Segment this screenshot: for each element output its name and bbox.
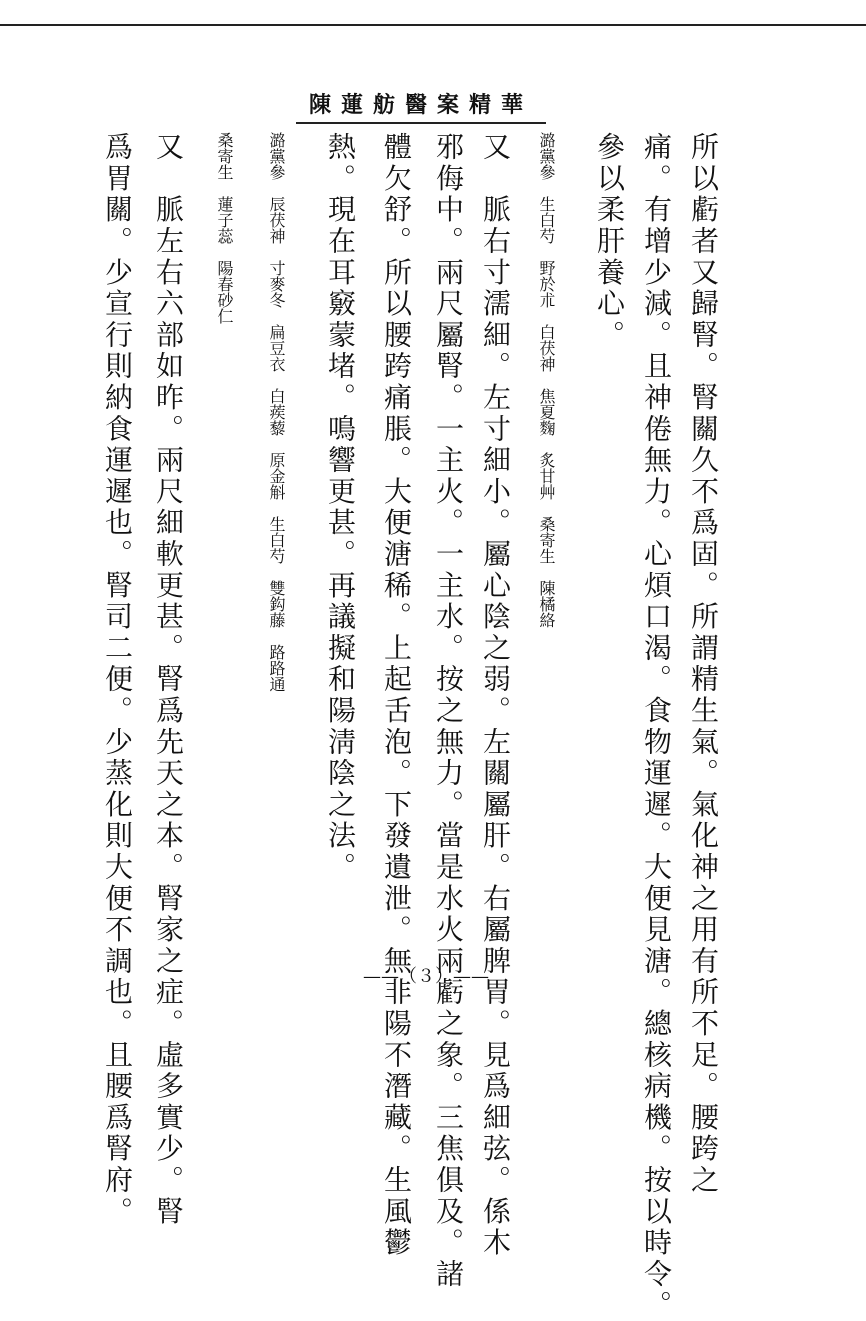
top-border-rule bbox=[0, 24, 866, 26]
text-column-7: 熱。現在耳竅蒙堵。鳴響更甚。再議擬和陽淸陰之法。 bbox=[324, 132, 357, 884]
text-column-8: 又 脈左右六部如昨。兩尺細軟更甚。腎爲先天之本。腎家之症。虛多實少。腎 bbox=[152, 132, 185, 1228]
prescription-column-3: 桑寄生 蓮子蕊 陽春砂仁 bbox=[215, 132, 234, 324]
text-column-1: 所以虧者又歸腎。腎關久不爲固。所謂精生氣。氣化神之用有所不足。腰跨之 bbox=[687, 132, 720, 1197]
text-column-5: 邪侮中。兩尺屬腎。一主火。一主水。按之無力。當是水火兩虧之象。三焦俱及。諸 bbox=[432, 132, 465, 1291]
text-column-4: 又 脈右寸濡細。左寸細小。屬心陰之弱。左關屬肝。右屬脾胃。見爲細弦。係木 bbox=[479, 132, 512, 1259]
text-column-3: 參以柔肝養心。 bbox=[593, 132, 626, 352]
text-column-9: 爲胃關。少宣行則納食運遲也。腎司二便。少蒸化則大便不調也。且腰爲腎府。 bbox=[101, 132, 134, 1228]
text-column-2: 痛。有增少減。且神倦無力。心煩口渴。食物運遲。大便見溏。總核病機。按以時令。 bbox=[640, 132, 673, 1321]
header-rule bbox=[296, 122, 546, 124]
prescription-column-1: 潞黨參 生白芍 野於朮 白茯神 焦夏麴 炙甘艸 桑寄生 陳橘絡 bbox=[537, 132, 556, 628]
text-column-6: 體欠舒。所以腰跨痛脹。大便溏稀。上起舌泡。下發遺泄。無非陽不潛藏。生風鬱 bbox=[380, 132, 413, 1259]
running-title: 陳蓮舫醫案精華 bbox=[308, 92, 533, 118]
prescription-column-2: 潞黨參 辰茯神 寸麥冬 扁豆衣 白蒺藜 原金斛 生白芍 雙鈎藤 路路通 bbox=[267, 132, 286, 692]
page-number: ——（３）—— bbox=[363, 966, 489, 987]
